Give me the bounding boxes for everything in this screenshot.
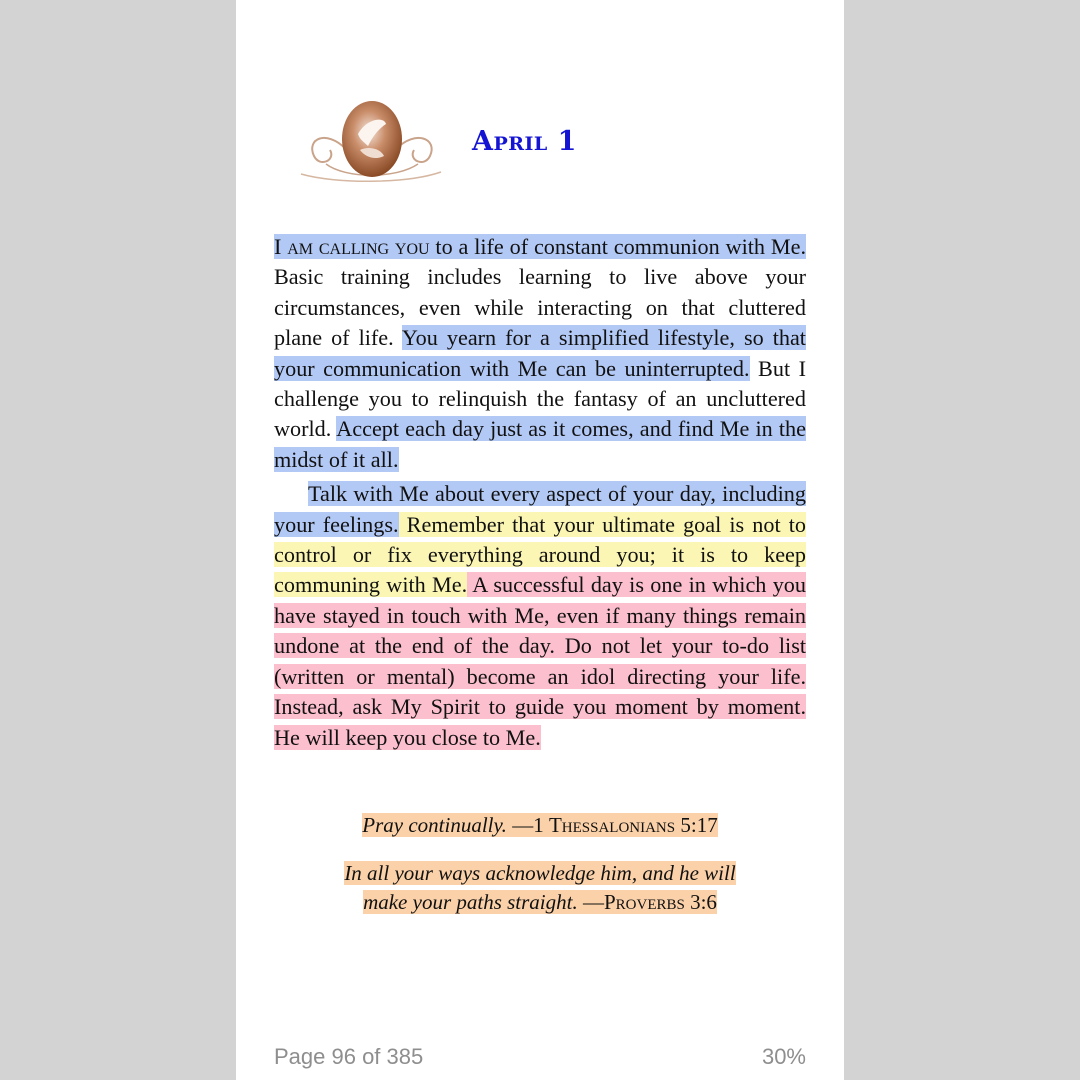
entry-header — [236, 92, 844, 192]
verse-ref-prefix: — — [577, 889, 604, 914]
reader-page[interactable] — [236, 0, 844, 1080]
highlight-yellow[interactable]: Remember that your ultimate goal is not to control or fix everything around you; it is to keep communing with Me. — [274, 511, 806, 598]
verse-ref-book: Thessalonians — [548, 813, 676, 837]
highlight-orange[interactable] — [344, 861, 735, 914]
verse-text: In all your ways acknowledge him, and he will make your paths straight. — [344, 861, 736, 914]
progress-percent: 30% — [761, 1044, 806, 1069]
highlight-blue[interactable] — [274, 234, 806, 259]
verse-ref-chapter: 3:6 — [684, 889, 717, 914]
highlight-pink[interactable]: A successful day is one in which you have stayed in touch with Me, even if many things remain undone at the end of the day. Do not let your to-do list (written or mental) become an idol directing your life. Instead, ask My Spirit to guide you moment by moment. He will keep you close to Me. — [274, 572, 806, 750]
scripture-verse-1 — [236, 811, 844, 840]
highlight-blue[interactable]: Accept each day just as it comes, and find Me in the midst of it all. — [274, 416, 806, 472]
paragraph-1 — [274, 232, 806, 475]
sentence: But I challenge you to relinquish the fantasy of an uncluttered world. — [274, 355, 806, 442]
lead-in-text: I am calling you — [274, 234, 430, 259]
scripture-verse-2 — [236, 859, 844, 916]
verse-text: Pray continually. — [362, 813, 507, 837]
highlight-orange[interactable] — [362, 813, 717, 837]
sentence: to a life of constant communion with Me. — [429, 234, 806, 259]
sentence: Basic training includes learning to live above your circumstances, even while interacting on that cluttered plane of life. — [274, 264, 806, 351]
highlight-blue[interactable]: Talk with Me about every aspect of your day, including your feelings. — [274, 481, 806, 537]
verse-ref-book: Proverbs — [603, 889, 685, 914]
devotional-body — [274, 232, 806, 753]
page-indicator: Page 96 of 385 — [274, 1044, 424, 1069]
verse-ref-prefix: —1 — [506, 813, 549, 837]
entry-date-title: April 1 — [472, 126, 577, 157]
paragraph-2 — [274, 479, 806, 753]
highlight-blue[interactable]: You yearn for a simplified lifestyle, so that your communication with Me can be uninterrupted. — [274, 325, 806, 381]
verse-ref-chapter: 5:17 — [675, 813, 718, 837]
seashell-ornament-icon — [296, 94, 446, 189]
